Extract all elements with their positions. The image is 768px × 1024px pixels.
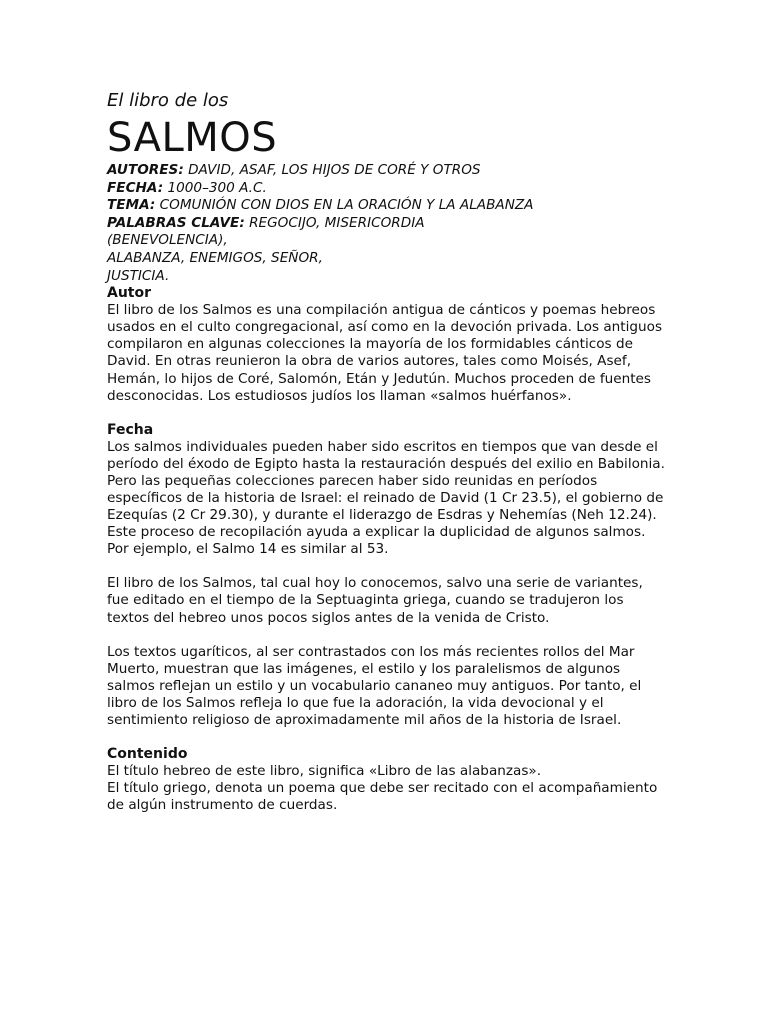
section-heading-contenido: Contenido xyxy=(107,746,188,763)
meta-palabras-value-3: ALABANZA, ENEMIGOS, SEÑOR, xyxy=(107,249,323,266)
meta-fecha-value: 1000–300 A.C. xyxy=(167,179,267,196)
meta-fecha xyxy=(107,180,667,198)
spacer xyxy=(107,405,667,422)
section-heading-autor: Autor xyxy=(107,285,152,302)
section-heading-fecha: Fecha xyxy=(107,421,154,438)
book-title: SALMOS xyxy=(107,115,278,161)
spacer xyxy=(107,729,667,746)
meta-palabras xyxy=(107,215,667,233)
meta-autores-value: DAVID, ASAF, LOS HIJOS DE CORÉ Y OTROS xyxy=(188,162,481,178)
meta-palabras-value-1: REGOCIJO, MISERICORDIA xyxy=(249,214,425,231)
meta-fecha-label: FECHA: xyxy=(107,179,164,196)
spacer xyxy=(107,627,667,644)
meta-autores-label: AUTORES: xyxy=(107,162,184,178)
autor-paragraph: El libro de los Salmos es una compilación antigua de cánticos y poemas hebreos usados en el culto congregacional, así como en la devoción privada. Los antiguos compilaron en algunas colecciones la mayoría de los formidables cánticos de David. En otras reunieron la obra de varios autores, tales como Moisés, Asef, Hemán, lo hijos de Coré, Salomón, Etán y Jedutún. Muchos proceden de fuentes desconocidas. Los estudiosos judíos los llaman «salmos huérfanos». xyxy=(107,302,663,404)
meta-palabras-value-2: (BENEVOLENCIA), xyxy=(107,232,228,249)
contenido-line-2: El título griego, denota un poema que debe ser recitado con el acompañamiento de algún instrumento de cuerdas. xyxy=(107,780,658,814)
spacer xyxy=(107,558,667,575)
meta-autores xyxy=(107,162,667,180)
meta-tema-label: TEMA: xyxy=(107,197,156,214)
meta-tema xyxy=(107,197,667,215)
meta-palabras-value-4: JUSTICIA. xyxy=(107,267,170,284)
meta-tema-value: COMUNIÓN CON DIOS EN LA ORACIÓN Y LA ALABANZA xyxy=(159,197,534,214)
fecha-paragraph-2: El libro de los Salmos, tal cual hoy lo conocemos, salvo una serie de variantes, fue editado en el tiempo de la Septuaginta griega, cuando se tradujeron los textos del hebreo unos pocos siglos antes de la venida de Cristo. xyxy=(107,575,643,626)
fecha-paragraph-1: Los salmos individuales pueden haber sido escritos en tiempos que van desde el período del éxodo de Egipto hasta la restauración después del exilio en Babilonia. Pero las pequeñas colecciones parecen haber sido reunidas en períodos específicos de la historia de Israel: el reinado de David (1 Cr 23.5), el gobierno de Ezequías (2 Cr 29.30), y durante el liderazgo de Esdras y Nehemías (Neh 12.24). Este proceso de recopilación ayuda a explicar la duplicidad de algunos salmos. Por ejemplo, el Salmo 14 es similar al 53. xyxy=(107,438,665,558)
fecha-paragraph-3: Los textos ugaríticos, al ser contrastados con los más recientes rollos del Mar Muerto, muestran que las imágenes, el estilo y los paralelismos de algunos salmos reflejan un estilo y un vocabulario cananeo muy antiguos. Por tanto, el libro de los Salmos refleja lo que fue la adoración, la vida devocional y el sentimiento religioso de aproximadamente mil años de la historia de Israel. xyxy=(107,643,642,729)
contenido-line-1: El título hebreo de este libro, significa «Libro de las alabanzas». xyxy=(107,763,542,780)
title-prefix: El libro de los xyxy=(107,90,229,111)
meta-palabras-label: PALABRAS CLAVE: xyxy=(107,214,245,231)
book-metadata xyxy=(107,162,667,285)
document-page xyxy=(107,88,667,814)
